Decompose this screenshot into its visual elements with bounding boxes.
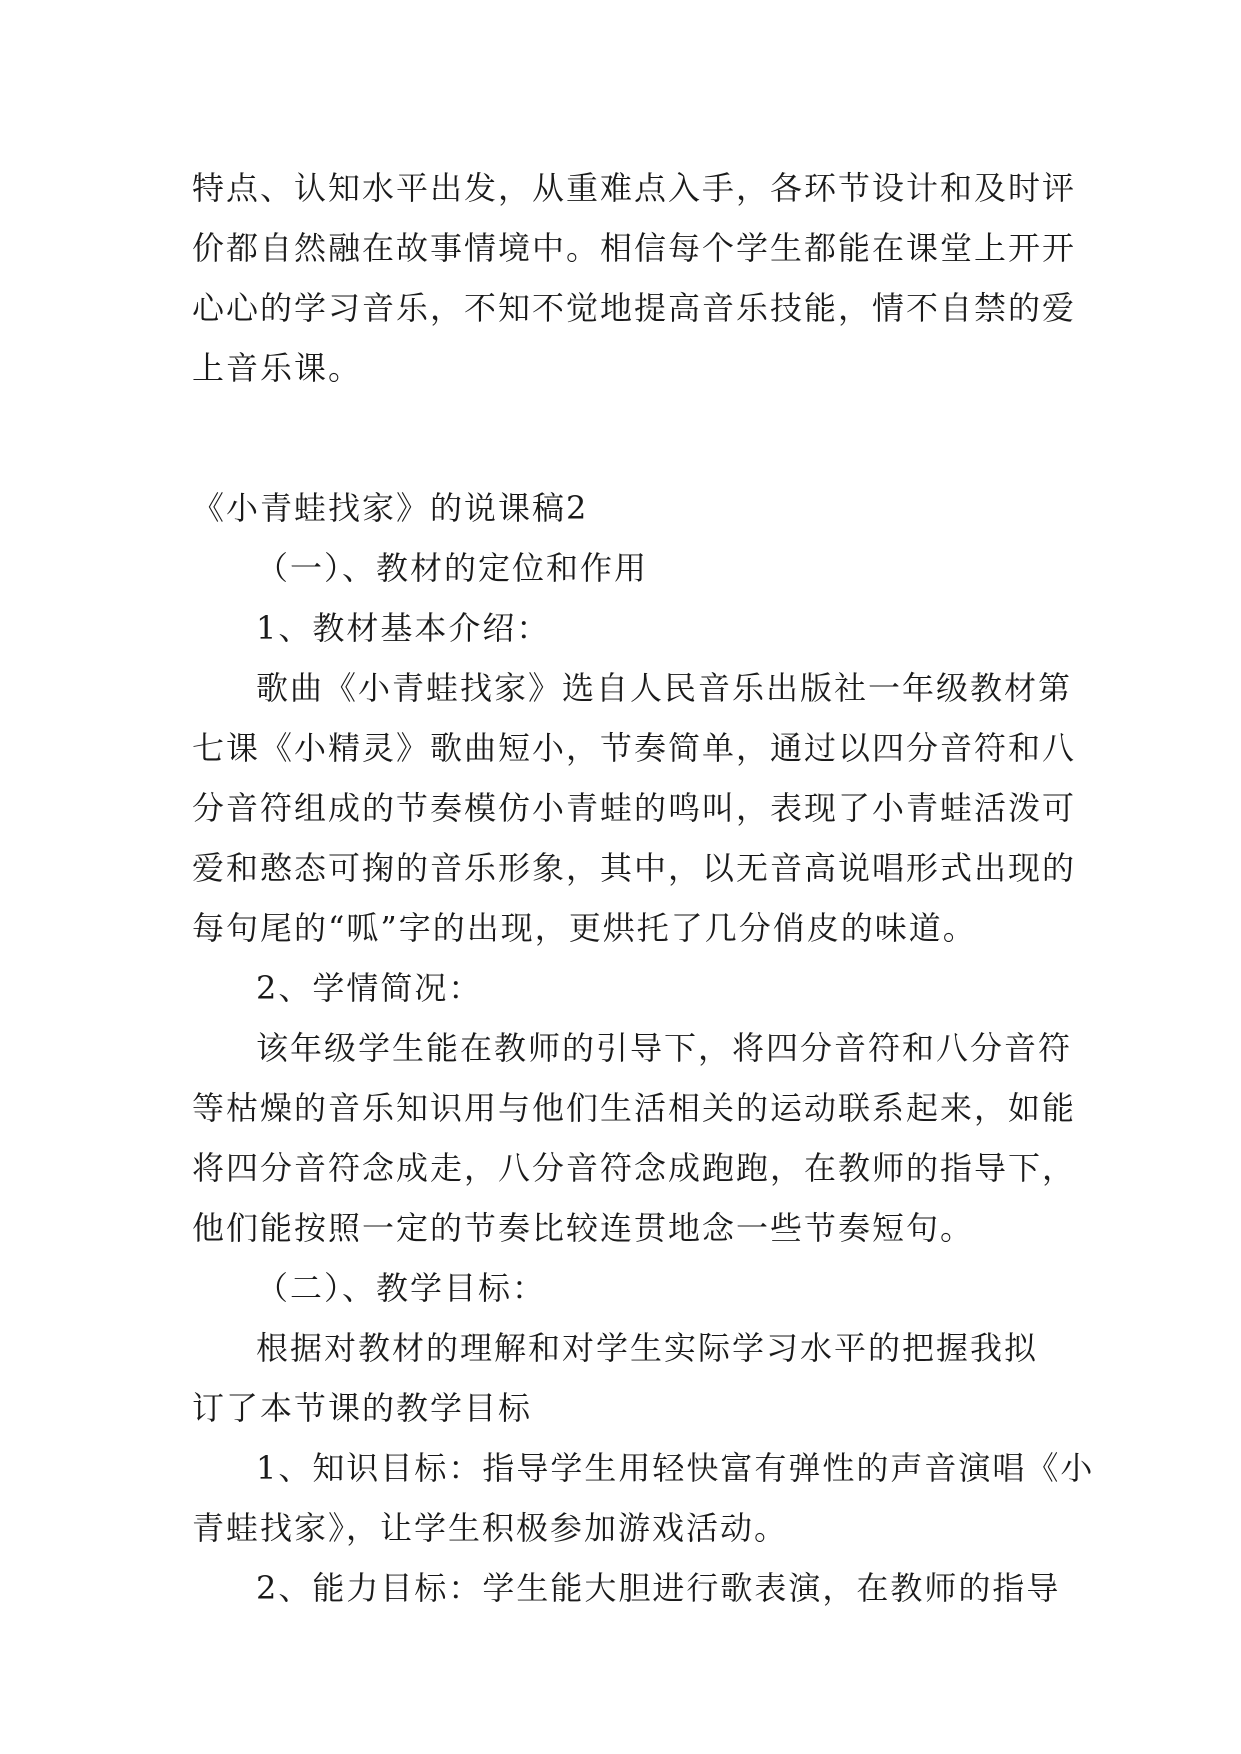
section-heading: （一）、教材的定位和作用 [256,549,649,587]
paragraph-line: 等枯燥的音乐知识用与他们生活相关的运动联系起来，如能 [192,1089,1077,1127]
paragraph-line: 1、知识目标：指导学生用轻快富有弹性的声音演唱《小 [256,1449,1095,1487]
item-heading: 2、学情简况： [256,969,483,1007]
paragraph-line: 订了本节课的教学目标 [192,1389,533,1427]
paragraph-line: 价都自然融在故事情境中。相信每个学生都能在课堂上开开 [192,229,1077,267]
paragraph-line: 爱和憨态可掬的音乐形象，其中，以无音高说唱形式出现的 [192,849,1077,887]
paragraph-gap [192,398,1062,478]
paragraph-line: 他们能按照一定的节奏比较连贯地念一些节奏短句。 [192,1209,975,1247]
paragraph-line: 上音乐课。 [192,349,363,387]
paragraph-line: 青蛙找家》，让学生积极参加游戏活动。 [192,1509,789,1547]
document-title: 《小青蛙找家》的说课稿2 [192,489,589,527]
document-page [192,158,1095,1618]
paragraph-line: 2、能力目标：学生能大胆进行歌表演，在教师的指导 [256,1569,1061,1607]
paragraph-line: 将四分音符念成走，八分音符念成跑跑，在教师的指导下， [192,1149,1077,1187]
section-heading: （二）、教学目标： [256,1269,547,1307]
paragraph-line: 根据对教材的理解和对学生实际学习水平的把握我拟 [256,1329,1039,1367]
paragraph-line: 心心的学习音乐，不知不觉地提高音乐技能，情不自禁的爱 [192,289,1077,327]
paragraph-line: 歌曲《小青蛙找家》选自人民音乐出版社一年级教材第 [256,669,1073,707]
paragraph-line: 分音符组成的节奏模仿小青蛙的鸣叫，表现了小青蛙活泼可 [192,789,1077,827]
paragraph-line: 每句尾的“呱”字的出现，更烘托了几分俏皮的味道。 [192,909,977,947]
paragraph-line: 七课《小精灵》歌曲短小，节奏简单，通过以四分音符和八 [192,729,1077,767]
paragraph-line: 该年级学生能在教师的引导下，将四分音符和八分音符 [256,1029,1073,1067]
paragraph-line: 特点、认知水平出发，从重难点入手，各环节设计和及时评 [192,169,1077,207]
item-heading: 1、教材基本介绍： [256,609,551,647]
